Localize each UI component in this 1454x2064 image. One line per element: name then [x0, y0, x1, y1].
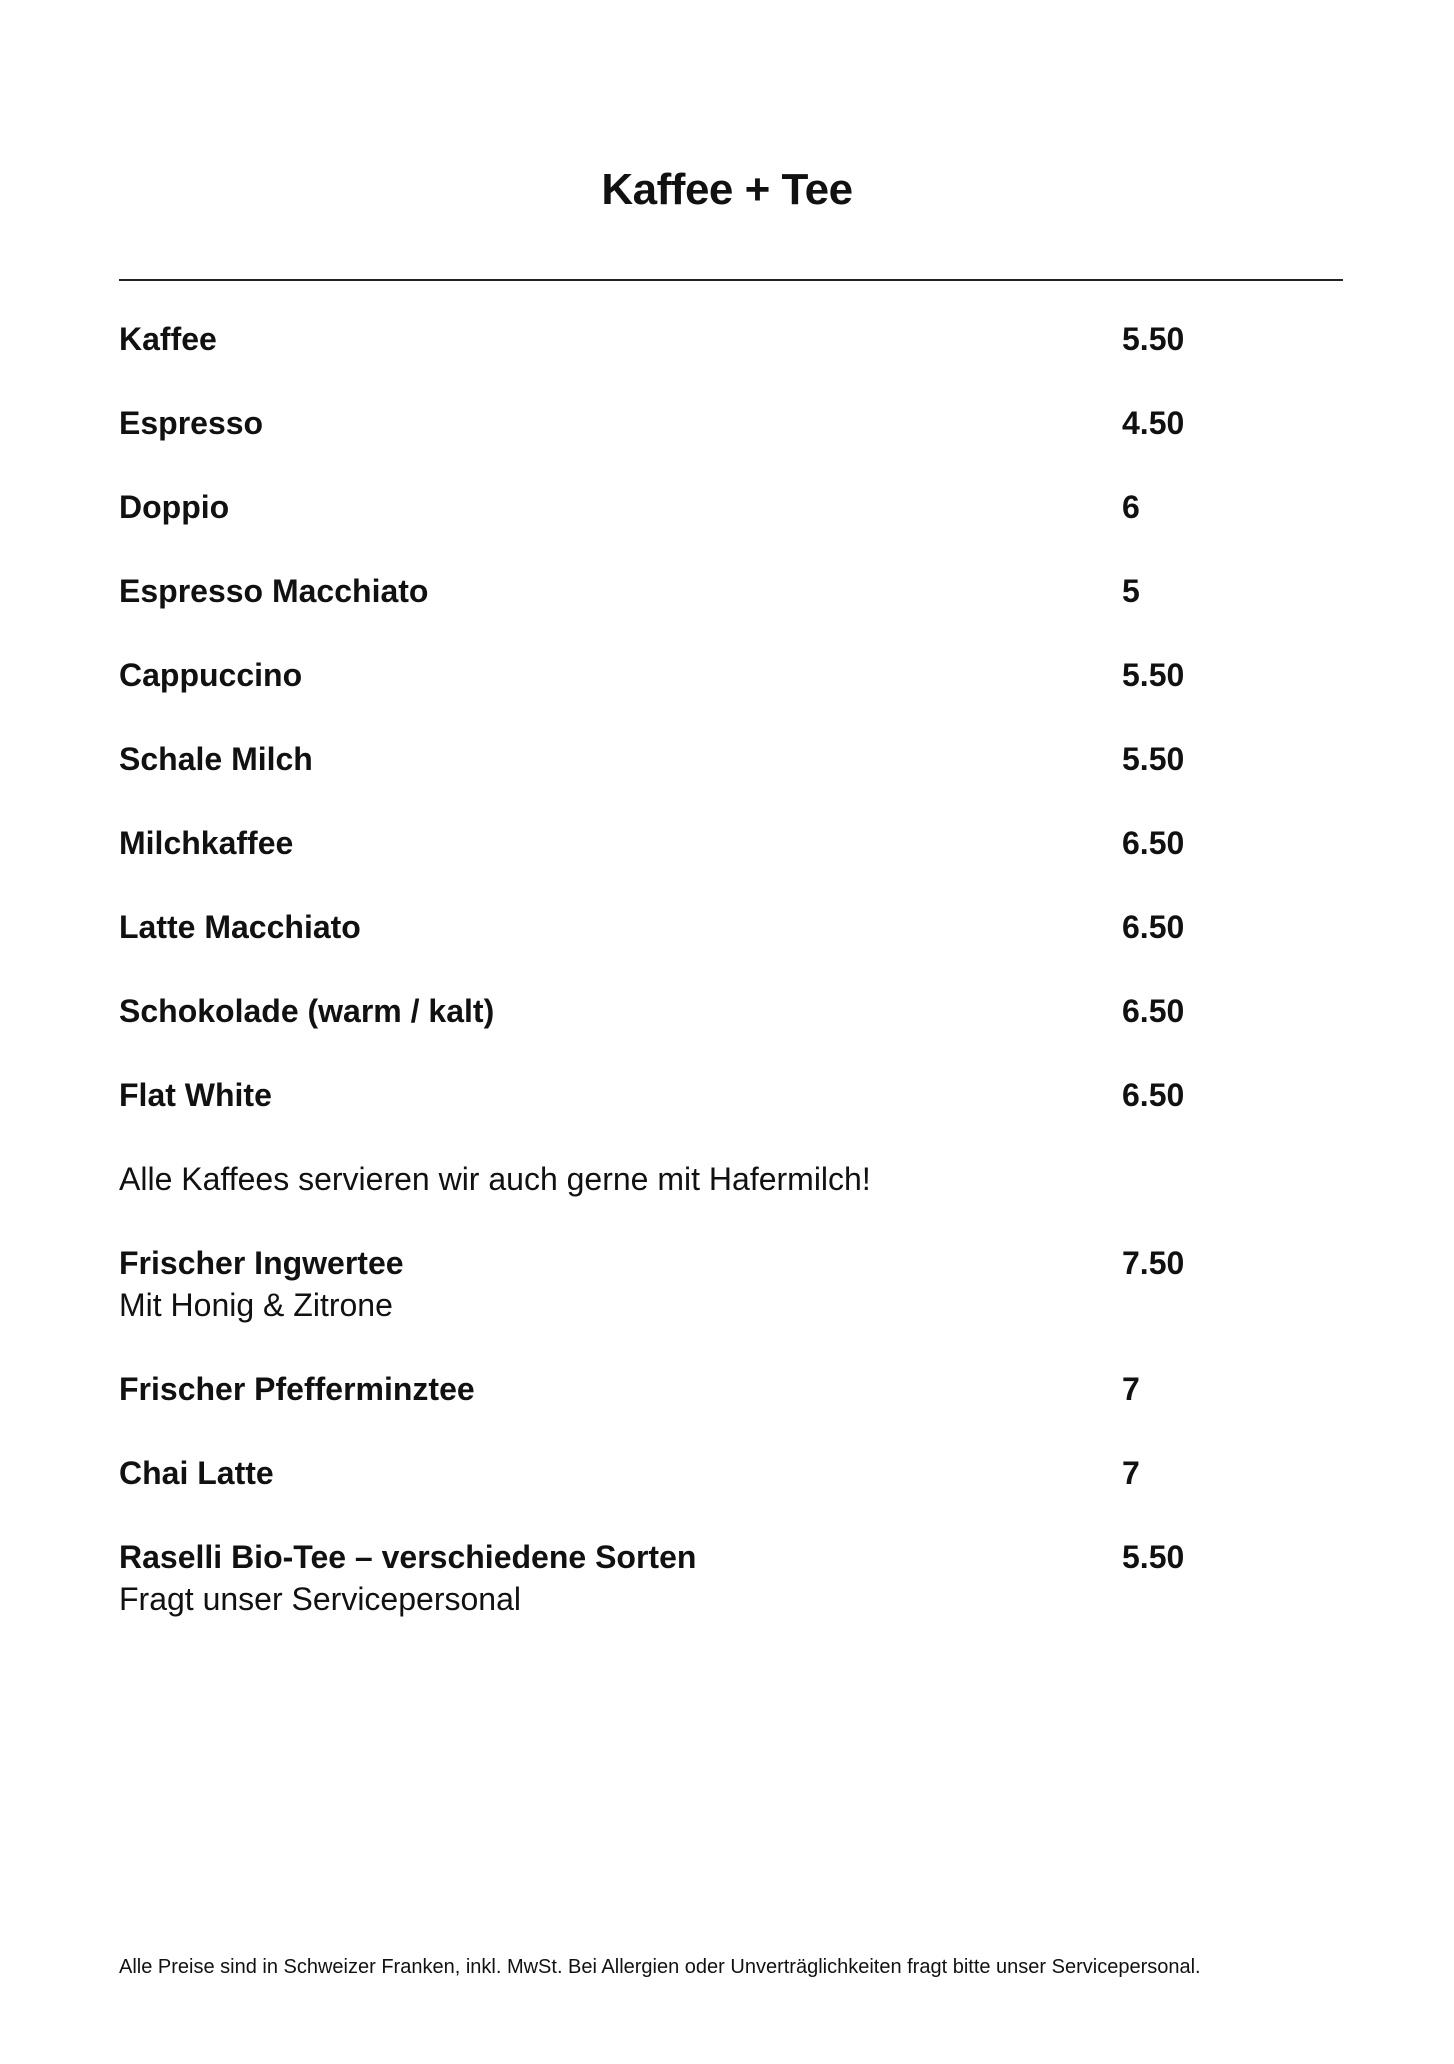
menu-item-espresso: [119, 402, 1343, 486]
menu-item-chai-latte: [119, 1452, 1343, 1536]
item-price: 7.50: [1122, 1245, 1185, 1281]
item-name: Schale Milch: [119, 741, 313, 777]
menu-item-kaffee: [119, 318, 1343, 402]
page-title: Kaffee + Tee: [601, 165, 853, 214]
item-name: Flat White: [119, 1077, 272, 1113]
item-price: 5.50: [1122, 741, 1185, 777]
item-name: Latte Macchiato: [119, 909, 361, 945]
item-name: Schokolade (warm / kalt): [119, 993, 495, 1029]
menu-item-raselli-bio-tee: [119, 1536, 1343, 1662]
item-price: 6.50: [1122, 909, 1185, 945]
item-name: Chai Latte: [119, 1455, 274, 1491]
menu-item-flat-white: [119, 1074, 1343, 1158]
price-footnote: Alle Preise sind in Schweizer Franken, inkl. MwSt. Bei Allergien oder Unverträglichkeiten fragt bitte unser Servicepersonal.: [119, 1956, 1201, 1978]
item-name: Cappuccino: [119, 657, 303, 693]
item-price: 6.50: [1122, 825, 1185, 861]
item-price: 4.50: [1122, 405, 1185, 441]
menu-item-doppio: [119, 486, 1343, 570]
item-price: 5.50: [1122, 321, 1185, 357]
item-price: 5.50: [1122, 657, 1185, 693]
item-price: 5: [1122, 573, 1140, 609]
item-price: 7: [1122, 1371, 1140, 1407]
item-price: 5.50: [1122, 1539, 1185, 1575]
item-name: Espresso Macchiato: [119, 573, 429, 609]
menu-list: [119, 318, 1343, 1662]
item-name: Frischer Ingwertee: [119, 1245, 404, 1281]
item-name: Kaffee: [119, 321, 217, 357]
menu-item-milchkaffee: [119, 822, 1343, 906]
menu-item-latte-macchiato: [119, 906, 1343, 990]
item-price: 7: [1122, 1455, 1140, 1491]
item-name: Milchkaffee: [119, 825, 294, 861]
item-price: 6.50: [1122, 1077, 1185, 1113]
oat-milk-note: [119, 1158, 1343, 1242]
item-price: 6: [1122, 489, 1140, 525]
menu-item-espresso-macchiato: [119, 570, 1343, 654]
item-description: Fragt unser Servicepersonal: [119, 1581, 521, 1617]
item-price: 6.50: [1122, 993, 1185, 1029]
menu-item-cappuccino: [119, 654, 1343, 738]
item-name: Doppio: [119, 489, 230, 525]
item-name: Espresso: [119, 405, 264, 441]
menu-item-pfefferminztee: [119, 1368, 1343, 1452]
item-name: Frischer Pfefferminztee: [119, 1371, 475, 1407]
title-divider: [119, 279, 1343, 281]
oat-milk-note-text: Alle Kaffees servieren wir auch gerne mit Hafermilch!: [119, 1161, 871, 1197]
item-name: Raselli Bio-Tee – verschiedene Sorten: [119, 1539, 697, 1575]
menu-item-ingwertee: [119, 1242, 1343, 1368]
menu-item-schale-milch: [119, 738, 1343, 822]
menu-item-schokolade: [119, 990, 1343, 1074]
item-description: Mit Honig & Zitrone: [119, 1287, 393, 1323]
